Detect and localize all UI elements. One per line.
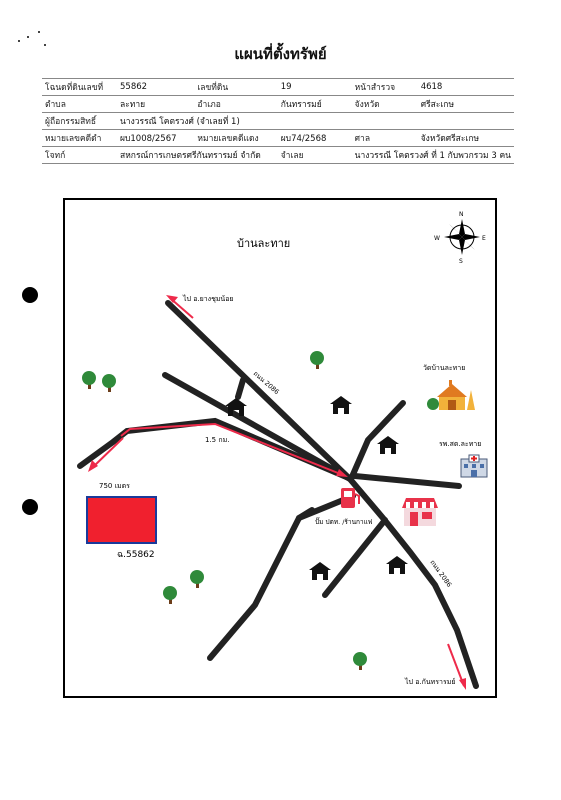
- temple-label: วัดบ้านละทาย: [423, 364, 466, 372]
- plaintiff-label: โจทก์: [42, 147, 117, 164]
- punch-hole: [22, 287, 38, 303]
- table-row: [42, 147, 514, 164]
- shop-icon: [402, 498, 438, 526]
- village-label: บ้านละทาย: [237, 237, 291, 250]
- tree-icon: [353, 652, 367, 670]
- compass-icon: [434, 211, 486, 265]
- arrow-head: [459, 678, 466, 690]
- tree-icon: [310, 351, 324, 369]
- court-label: ศาล: [352, 130, 418, 147]
- parcel-rect: [87, 497, 156, 543]
- survey-page-label: หน้าสำรวจ: [352, 79, 418, 96]
- land-no-label: เลขที่ดิน: [194, 79, 277, 96]
- road-east: [355, 476, 459, 486]
- compass-w: W: [434, 235, 440, 242]
- red-case-label: หมายเลขคดีแดง: [194, 130, 277, 147]
- road-northeast: [351, 403, 403, 479]
- table-row: [42, 96, 514, 113]
- tree-icon: [102, 374, 116, 392]
- compass-e: E: [482, 235, 486, 242]
- hospital-icon: [461, 455, 487, 477]
- subdistrict-label: ตำบล: [42, 96, 117, 113]
- distance-main-label: 1.5 กม.: [205, 436, 230, 444]
- route-main: [121, 424, 343, 475]
- table-row: [42, 79, 514, 96]
- defendant-value: นางวรรณี โคตรวงศ์ ที่ 1 กับพวกรวม 3 คน: [352, 147, 514, 164]
- district-value: กันทรารมย์: [278, 96, 352, 113]
- to-south-label: ไป อ.กันทรารมย์: [405, 678, 456, 686]
- black-case-label: หมายเลขคดีดำ: [42, 130, 117, 147]
- scan-speck: [38, 31, 40, 33]
- tree-icon: [82, 371, 96, 389]
- road-south-branch: [325, 520, 385, 595]
- table-row: [42, 130, 514, 147]
- owner-label: ผู้ถือกรรมสิทธิ์: [42, 113, 117, 130]
- land-no-value: 19: [278, 79, 352, 96]
- road-southwest: [210, 510, 312, 658]
- table-row: [42, 113, 514, 130]
- plaintiff-value: สหกรณ์การเกษตรศรีกันทรารมย์ จำกัด: [117, 147, 278, 164]
- to-north-label: ไป อ.ยางชุมน้อย: [183, 295, 234, 303]
- deed-value: 55862: [117, 79, 194, 96]
- compass-n: N: [459, 211, 464, 218]
- road-to-parcel: [80, 421, 351, 479]
- road-stub: [238, 380, 243, 397]
- gas-station-label: ปั๊ม ปตท. /ร้านกาแฟ: [315, 518, 373, 526]
- subdistrict-value: ละทาย: [117, 96, 194, 113]
- hospital-label: รพ.สต.ละทาย: [439, 440, 482, 448]
- parcel-label: ฉ.55862: [117, 550, 155, 560]
- defendant-label: จำเลย: [278, 147, 352, 164]
- compass-s: S: [459, 258, 463, 265]
- black-case-value: ผบ1008/2567: [117, 130, 194, 147]
- tree-icon: [190, 570, 204, 588]
- property-info-table: [42, 78, 514, 164]
- court-value: จังหวัดศรีสะเกษ: [418, 130, 514, 147]
- route-lines: [92, 298, 464, 686]
- road-lower-label: ถนน 2086: [428, 558, 454, 589]
- temple-icon: [427, 380, 475, 410]
- location-map: [63, 198, 497, 698]
- road-upper-label: ถนน 2086: [251, 369, 281, 397]
- deed-label: โฉนดที่ดินเลขที่: [42, 79, 117, 96]
- house-icon: [309, 562, 331, 580]
- distance-side-label: 750 เมตร: [99, 482, 130, 490]
- map-canvas: [65, 200, 495, 696]
- house-icon: [377, 436, 399, 454]
- survey-page-value: 4618: [418, 79, 514, 96]
- house-icon: [330, 396, 352, 414]
- roads: [80, 303, 476, 686]
- district-label: อำเภอ: [194, 96, 277, 113]
- house-icon: [386, 556, 408, 574]
- route-arrowheads: [88, 295, 466, 690]
- punch-hole: [22, 499, 38, 515]
- page-title: แผนที่ตั้งทรัพย์: [234, 45, 327, 63]
- tree-icon: [163, 586, 177, 604]
- scan-speck: [27, 36, 29, 38]
- province-label: จังหวัด: [352, 96, 418, 113]
- province-value: ศรีสะเกษ: [418, 96, 514, 113]
- red-case-value: ผบ74/2568: [278, 130, 352, 147]
- owner-value: นางวรรณี โคตรวงศ์ (จำเลยที่ 1): [117, 113, 514, 130]
